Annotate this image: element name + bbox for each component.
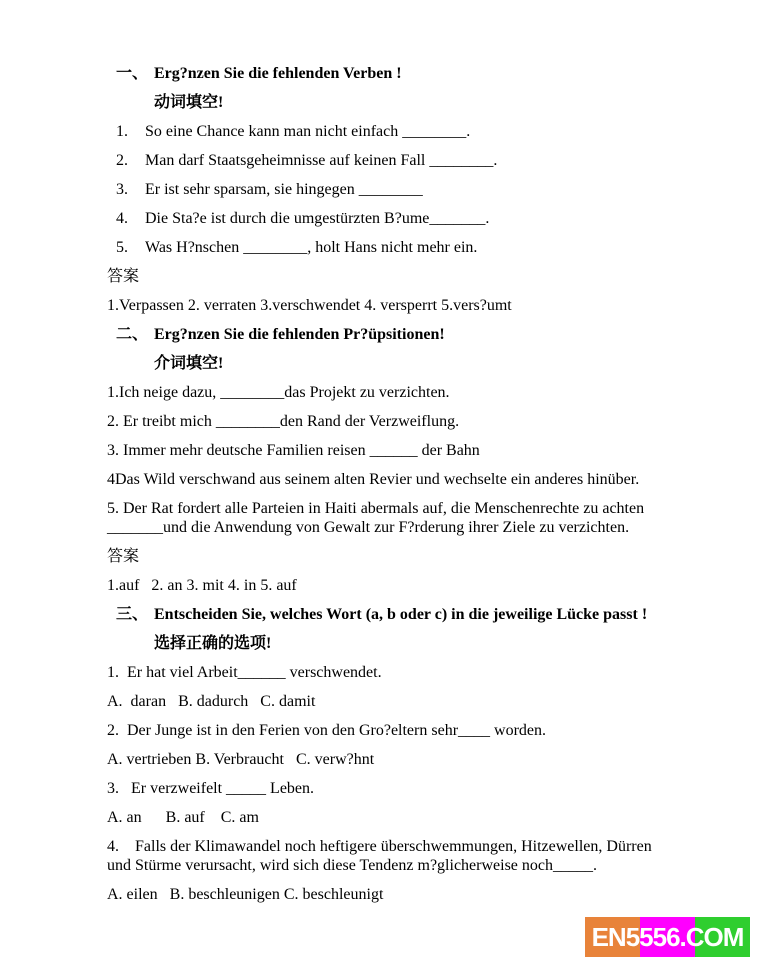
- section-heading: [0, 325, 758, 344]
- question-line: 1.Ich neige dazu, ________das Projekt zu verzichten.: [107, 384, 450, 401]
- options-line: A. an B. auf C. am: [107, 809, 259, 826]
- item-text: Er ist sehr sparsam, sie hingegen ________: [145, 181, 423, 198]
- answer-line: 1.auf 2. an 3. mit 4. in 5. auf: [107, 577, 297, 594]
- section-heading-number: 二、: [116, 326, 149, 343]
- section-heading-text: Erg?nzen Sie die fehlenden Verben !: [154, 65, 402, 82]
- item-number: 2.: [116, 152, 128, 169]
- item-number: 3.: [116, 181, 128, 198]
- item-line: _______und die Anwendung von Gewalt zur F?rderung ihrer Ziele zu verzichten.: [107, 519, 630, 536]
- section-heading-text: Entscheiden Sie, welches Wort (a, b oder c) in die jeweilige Lücke passt !: [154, 606, 648, 623]
- item-text: Man darf Staatsgeheimnisse auf keinen Fall ________.: [145, 152, 498, 169]
- item-number: 1.: [116, 123, 128, 140]
- item-line: 5. Der Rat fordert alle Parteien in Haiti abermals auf, die Menschenrechte zu achten: [107, 500, 645, 517]
- item-line: 4. Falls der Klimawandel noch heftigere überschwemmungen, Hitzewellen, Dürren: [107, 838, 652, 855]
- question-line: 1. Er hat viel Arbeit______ verschwendet.: [107, 664, 382, 681]
- exercise-item: [0, 180, 758, 199]
- options-line: A. eilen B. beschleunigen C. beschleunigt: [107, 886, 384, 903]
- section-subtitle-cn: 介词填空!: [154, 355, 224, 372]
- watermark-badge: [585, 917, 750, 957]
- item-number: 5.: [116, 239, 128, 256]
- answer-label: 答案: [107, 268, 140, 285]
- question-line: 2. Er treibt mich ________den Rand der Verzweiflung.: [107, 413, 460, 430]
- question-line: 2. Der Junge ist in den Ferien von den Gro?eltern sehr____ worden.: [107, 722, 546, 739]
- section-heading: [0, 605, 758, 624]
- question-multiline: [0, 499, 758, 537]
- question-line: 3. Immer mehr deutsche Familien reisen ______ der Bahn: [107, 442, 480, 459]
- item-text: So eine Chance kann man nicht einfach ________.: [145, 123, 471, 140]
- section-heading-number: 一、: [116, 65, 149, 82]
- exercise-item: [0, 238, 758, 257]
- exercise-item: [0, 122, 758, 141]
- document-body: [0, 64, 758, 914]
- item-text: Die Sta?e ist durch die umgestürzten B?ume_______.: [145, 210, 490, 227]
- answer-line: 1.Verpassen 2. verraten 3.verschwendet 4. versperrt 5.vers?umt: [107, 297, 512, 314]
- options-line: A. vertrieben B. Verbraucht C. verw?hnt: [107, 751, 375, 768]
- section-heading: [0, 64, 758, 83]
- section-heading-text: Erg?nzen Sie die fehlenden Pr?üpsitionen!: [154, 326, 445, 343]
- section-subtitle-cn: 选择正确的选项!: [154, 635, 272, 652]
- exercise-item: [0, 151, 758, 170]
- section-subtitle-cn: 动词填空!: [154, 94, 224, 111]
- exercise-item: [0, 209, 758, 228]
- item-number: 4.: [116, 210, 128, 227]
- watermark-text: EN5556.COM: [591, 921, 744, 952]
- question-line: 4Das Wild verschwand aus seinem alten Revier und wechselte ein anderes hinüber.: [107, 471, 640, 488]
- item-line: und Stürme verursacht, wird sich diese Tendenz m?glicherweise noch_____.: [107, 857, 597, 874]
- options-line: A. daran B. dadurch C. damit: [107, 693, 316, 710]
- section-heading-number: 三、: [116, 606, 149, 623]
- answer-label: 答案: [107, 548, 140, 565]
- item-text: Was H?nschen ________, holt Hans nicht mehr ein.: [145, 239, 478, 256]
- question-line: 3. Er verzweifelt _____ Leben.: [107, 780, 315, 797]
- question-multiline: [0, 837, 758, 875]
